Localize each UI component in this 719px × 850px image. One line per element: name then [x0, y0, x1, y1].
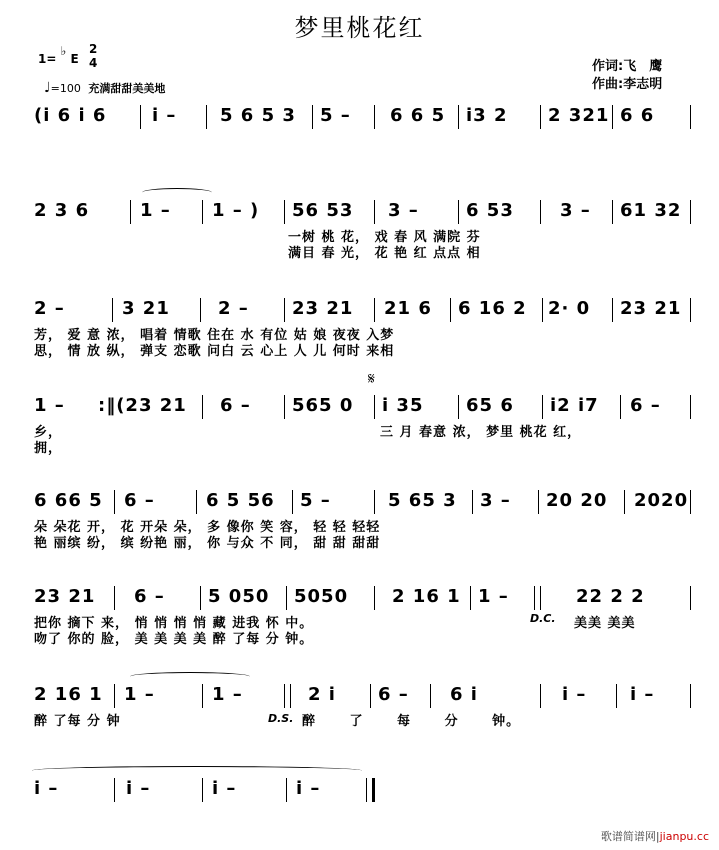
measure: i – — [562, 684, 587, 705]
score-row-2 — [30, 200, 695, 260]
bar-line — [202, 200, 203, 224]
bar-line — [286, 778, 287, 802]
bar-line — [312, 105, 313, 129]
bar-line — [200, 586, 201, 610]
bar-line — [540, 200, 541, 224]
key-letter: E — [70, 52, 79, 66]
measure: 2 16 1 — [34, 684, 103, 705]
lyric-verse-2: 拥， — [34, 441, 63, 456]
bar-line — [284, 200, 285, 224]
dc-mark: D.C. — [530, 612, 556, 625]
bar-line — [624, 490, 625, 514]
bar-line — [284, 395, 285, 419]
measure: i – — [34, 778, 59, 799]
slur-line — [130, 672, 250, 681]
bar-line — [690, 586, 691, 610]
measure: 1 – — [140, 200, 171, 221]
measure: 21 6 — [384, 298, 432, 319]
measure: 6 5 56 — [206, 490, 275, 511]
site-url: jianpu.cc — [659, 830, 709, 843]
measure: i 35 — [382, 395, 424, 416]
bar-line — [458, 200, 459, 224]
measure: 2 16 1 — [392, 586, 461, 607]
bar-line — [112, 298, 113, 322]
measure: 22 2 2 — [576, 586, 645, 607]
measure: 6 – — [124, 490, 155, 511]
measure: 3 – — [480, 490, 511, 511]
measure: 1 – — [212, 684, 243, 705]
measure: 61 32 — [620, 200, 682, 221]
lyric-verse-1: 一树 桃 花， 戏 春 风 满院 芬 — [288, 230, 481, 245]
measure: 1 – — [34, 395, 65, 416]
score-row-6 — [30, 586, 695, 646]
tempo-value: =100 — [50, 82, 81, 95]
bar-line — [114, 586, 115, 610]
measure: 2 3 6 — [34, 200, 90, 221]
measure: i – — [296, 778, 321, 799]
measure: 2 – — [34, 298, 65, 319]
measure: i2 i7 — [550, 395, 599, 416]
bar-line — [690, 200, 691, 224]
measure: 1 – ) — [212, 200, 260, 221]
measure: 20 20 — [546, 490, 608, 511]
measure: 5 – — [320, 105, 351, 126]
bar-line — [290, 684, 291, 708]
key-signature — [38, 44, 79, 66]
measure: 5 65 3 — [388, 490, 457, 511]
bar-line — [130, 200, 131, 224]
measure: 5 6 5 3 — [220, 105, 296, 126]
bar-line — [540, 684, 541, 708]
measure: 65 6 — [466, 395, 514, 416]
measure: (i 6 i 6 — [34, 105, 107, 126]
score-row-8 — [30, 778, 695, 818]
bar-line — [538, 490, 539, 514]
tempo-marking — [44, 80, 165, 96]
measure: 6 6 — [620, 105, 655, 126]
bar-line — [114, 490, 115, 514]
score-row-4 — [30, 369, 695, 456]
bar-line — [540, 586, 541, 610]
bar-line — [286, 586, 287, 610]
bar-line — [202, 778, 203, 802]
bar-line — [612, 298, 613, 322]
bar-line — [284, 684, 285, 708]
measure: i – — [212, 778, 237, 799]
bar-line — [690, 105, 691, 129]
measure: 23 21 — [292, 298, 354, 319]
measure: i – — [126, 778, 151, 799]
bar-line — [196, 490, 197, 514]
measure: 1 – — [124, 684, 155, 705]
bar-line — [374, 395, 375, 419]
bar-line — [114, 778, 115, 802]
measure: i – — [152, 105, 177, 126]
measure: 2 i — [308, 684, 336, 705]
segno-icon: 𝄋 — [368, 369, 375, 388]
lyric-verse-1: 乡， — [34, 425, 63, 440]
time-signature — [89, 42, 97, 70]
bar-line — [534, 586, 535, 610]
measure: 6 – — [630, 395, 661, 416]
measure: 3 – — [560, 200, 591, 221]
measure: 3 21 — [122, 298, 170, 319]
lyric-verse-1: 芳， 爱 意 浓， 唱着 情歌 住在 水 有位 姑 娘 夜夜 入梦 — [34, 328, 395, 343]
quarter-note-icon: ♩ — [44, 80, 51, 96]
lyricist-credit: 作词:飞 鹰 — [592, 59, 663, 74]
ds-mark: D.S. — [268, 712, 294, 725]
expression-mark: 充满甜甜美美地 — [88, 82, 166, 95]
measure: 23 21 — [34, 586, 96, 607]
bar-line — [612, 200, 613, 224]
measure: 6 – — [134, 586, 165, 607]
bar-line — [372, 778, 375, 802]
lyric-verse-1: 把你 摘下 来， 悄 悄 悄 悄 藏 进我 怀 中。 — [34, 616, 314, 631]
bar-line — [114, 684, 115, 708]
bar-line — [374, 586, 375, 610]
measure: 6 16 2 — [458, 298, 527, 319]
bar-line — [202, 684, 203, 708]
measure: i3 2 — [466, 105, 508, 126]
measure: 1 – — [478, 586, 509, 607]
lyric-dc: 美美 美美 — [574, 616, 636, 631]
lyric-verse-1: 朵 朵花 开， 花 开朵 朵， 多 像你 笑 容， 轻 轻 轻轻 — [34, 520, 381, 535]
bar-line — [374, 490, 375, 514]
measure: 6 – — [220, 395, 251, 416]
bar-line — [458, 105, 459, 129]
measure: 2 321 — [548, 105, 610, 126]
key-flat: ♭ — [60, 44, 67, 58]
bar-line — [374, 105, 375, 129]
measure: 23 21 — [620, 298, 682, 319]
key-prefix: 1= — [38, 52, 57, 66]
bar-line — [284, 298, 285, 322]
composer-credit: 作曲:李志明 — [592, 77, 663, 92]
song-title: 梦里桃花红 — [294, 14, 425, 42]
bar-line — [366, 778, 367, 802]
lyric-chorus: 三 月 春意 浓， 梦里 桃花 红， — [380, 425, 582, 440]
bar-line — [430, 684, 431, 708]
time-top: 2 — [89, 42, 98, 56]
lyric-verse: 醉 了每 分 钟 — [34, 714, 121, 729]
bar-line — [470, 586, 471, 610]
time-bottom: 4 — [89, 56, 98, 70]
bar-line — [690, 298, 691, 322]
lyric-verse-2: 满目 春 光， 花 艳 红 点点 相 — [288, 246, 481, 261]
measure: 2020 — [634, 490, 689, 511]
measure: 6 – — [378, 684, 409, 705]
lyric-verse-2: 艳 丽缤 纷， 缤 纷艳 丽， 你 与众 不 同， 甜 甜 甜甜 — [34, 536, 381, 551]
score-row-7 — [30, 684, 695, 729]
bar-line — [472, 490, 473, 514]
bar-line — [540, 105, 541, 129]
measure: 2· 0 — [548, 298, 591, 319]
bar-line — [200, 298, 201, 322]
measure: 6 66 5 — [34, 490, 103, 511]
bar-line — [690, 395, 691, 419]
site-watermark: 歌谱简谱网|jianpu.cc — [600, 830, 709, 843]
score-row-1 — [30, 105, 695, 135]
bar-line — [458, 395, 459, 419]
measure: 3 – — [388, 200, 419, 221]
lyric-verse-2: 思， 情 放 纵， 弹支 恋歌 问白 云 心上 人 儿 何时 来相 — [34, 344, 395, 359]
bar-line — [612, 105, 613, 129]
bar-line — [374, 200, 375, 224]
score-row-5 — [30, 490, 695, 550]
measure: 6 53 — [466, 200, 514, 221]
slur-line — [32, 766, 362, 775]
bar-line — [690, 490, 691, 514]
bar-line — [542, 395, 543, 419]
measure: 565 0 — [292, 395, 354, 416]
bar-line — [206, 105, 207, 129]
score-row-3 — [30, 298, 695, 358]
bar-line — [140, 105, 141, 129]
bar-line — [616, 684, 617, 708]
bar-line — [202, 395, 203, 419]
measure: 5050 — [294, 586, 349, 607]
measure: 56 53 — [292, 200, 354, 221]
bar-line — [542, 298, 543, 322]
bar-line — [450, 298, 451, 322]
measure: 5 – — [300, 490, 331, 511]
measure: i – — [630, 684, 655, 705]
slur-line — [142, 188, 212, 197]
lyric-verse-2: 吻了 你的 脸， 美 美 美 美 醉 了每 分 钟。 — [34, 632, 314, 647]
measure: 2 – — [218, 298, 249, 319]
measure: :‖(23 21 — [98, 395, 187, 416]
bar-line — [690, 684, 691, 708]
measure: 6 6 5 — [390, 105, 446, 126]
bar-line — [620, 395, 621, 419]
bar-line — [292, 490, 293, 514]
measure: 6 i — [450, 684, 478, 705]
measure: 5 050 — [208, 586, 270, 607]
bar-line — [374, 298, 375, 322]
lyric-ending: 醉 了 每 分 钟。 — [302, 714, 521, 729]
site-name: 歌谱简谱网 — [600, 830, 656, 843]
bar-line — [370, 684, 371, 708]
